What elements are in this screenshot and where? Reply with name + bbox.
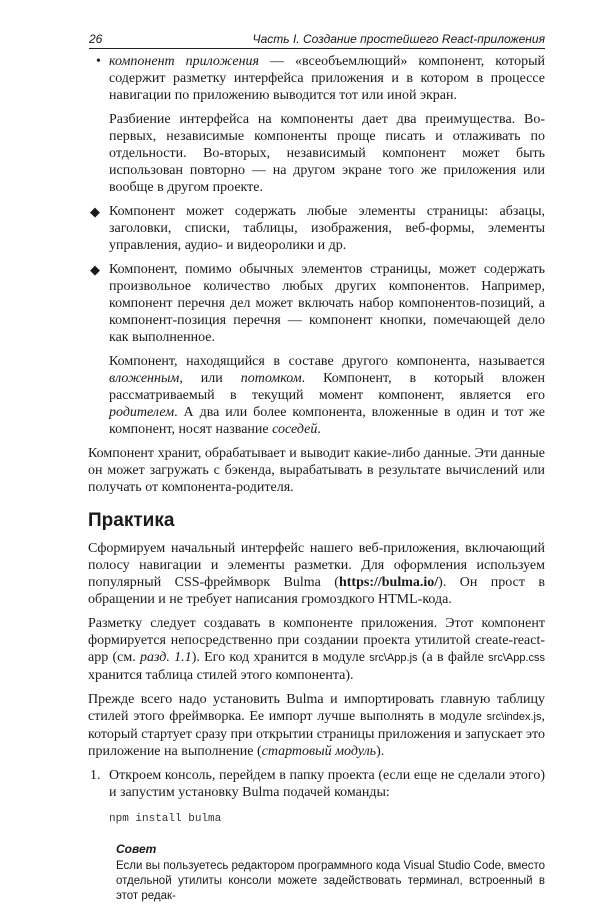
code-command: npm install bulma bbox=[109, 813, 222, 825]
tip-text: Если вы пользуетесь редактором программного кода Visual Studio Code, вместо отдельной утилиты консоли можете задействовать терминал, встроенный в этот редак- bbox=[116, 860, 546, 902]
bullet-item-nested bbox=[88, 261, 545, 346]
paragraph-terms: Компонент, находящийся в составе другого компонента, называется вложенным, или потомком. Компонент, в который вложен рассматриваемый в текущий момент компонент, является его родителем. А два или более компонента, вложенные в один и тот же компонент, носят название соседей. bbox=[109, 354, 545, 437]
term-nested: вложенным bbox=[109, 371, 180, 386]
paragraph-install: Прежде всего надо установить Bulma и импортировать главную таблицу стилей этого фреймворка. Ее импорт лучше выполнять в модуле src\index.js, который стартует сразу при открытии страницы приложения и запускает это приложение на выполнение (стартовый модуль). bbox=[88, 692, 545, 759]
bullet-text: Компонент может содержать любые элементы страницы: абзацы, заголовки, списки, таблицы, изображения, веб-формы, элементы управления, аудио- и видеоролики и др. bbox=[109, 204, 545, 253]
term-descendant: потомком bbox=[240, 371, 302, 386]
file-index-js: src\index.js bbox=[486, 711, 542, 723]
term-siblings: соседей bbox=[272, 422, 318, 437]
tip-box bbox=[116, 842, 545, 904]
bullet-text: компонент приложения — «всеобъемлющий» компонент, который содержит разметку интерфейса приложения и в котором в процессе навигации по приложению выводится тот или иной экран. bbox=[109, 54, 545, 103]
file-app-js: src\App.js bbox=[369, 652, 418, 664]
paragraph-benefits: Разбиение интерфейса на компоненты дает два преимущества. Во-первых, независимые компоненты проще писать и отлаживать по отдельности. Во-вторых, независимый компонент может быть использован повторно — на другом экране того же приложения или вообще в другом проекте. bbox=[109, 112, 545, 195]
page-body bbox=[88, 53, 545, 904]
running-head bbox=[89, 32, 545, 49]
bullet-text: Компонент, помимо обычных элементов страницы, может содержать произвольное количество любых других компонентов. Например, компонент перечня дел может включать набор компонентов-позиций, а компонент-позиция перечня — компонент кнопки, помечающей дело как выполненное. bbox=[109, 262, 545, 345]
tip-heading: Совет bbox=[116, 842, 157, 856]
bullet-item-elements bbox=[88, 203, 545, 254]
step-number: 1. bbox=[90, 768, 101, 783]
step-text: Откроем консоль, перейдем в папку проекта (если еще не сделали этого) и запустим установку Bulma подачей команды: bbox=[109, 768, 545, 800]
file-app-css: src\App.css bbox=[488, 652, 546, 664]
bulma-url: https://bulma.io/ bbox=[338, 575, 439, 590]
paragraph-markup: Разметку следует создавать в компоненте приложения. Этот компонент формируется непосредственно при создании проекта утилитой create-react-app (см. разд. 1.1). Его код хранится в модуле src\App.js (а в файле src\App.css хранится таблица стилей этого компонента). bbox=[88, 616, 546, 683]
term-start-module: стартовый модуль bbox=[261, 744, 377, 759]
section-ref: разд. 1.1 bbox=[140, 650, 192, 665]
term-app-component: компонент приложения bbox=[109, 54, 260, 69]
numbered-step-1 bbox=[88, 767, 545, 801]
section-heading: Практика bbox=[88, 510, 175, 531]
paragraph-intro: Сформируем начальный интерфейс нашего веб-приложения, включающий полосу навигации и элементы разметки. Для оформления используем популярный CSS-фреймворк Bulma (https://bulma.io/). Он прост в обращении и не требует написания громоздкого HTML-кода. bbox=[88, 541, 545, 607]
part-title: Часть I. Создание простейшего React-приложения bbox=[252, 32, 545, 46]
paragraph-data: Компонент хранит, обрабатывает и выводит какие-либо данные. Эти данные он может загружать с бэкенда, вырабатывать в результате вычислений или получать от компонента-родителя. bbox=[88, 446, 545, 495]
bullet-item-app-component bbox=[88, 53, 545, 104]
page-number: 26 bbox=[89, 32, 103, 46]
term-parent: родителем bbox=[109, 405, 175, 420]
bullet-dot-icon: • bbox=[96, 54, 101, 69]
bullet-diamond-icon: ◆ bbox=[90, 204, 100, 219]
bullet-diamond-icon: ◆ bbox=[90, 262, 100, 277]
